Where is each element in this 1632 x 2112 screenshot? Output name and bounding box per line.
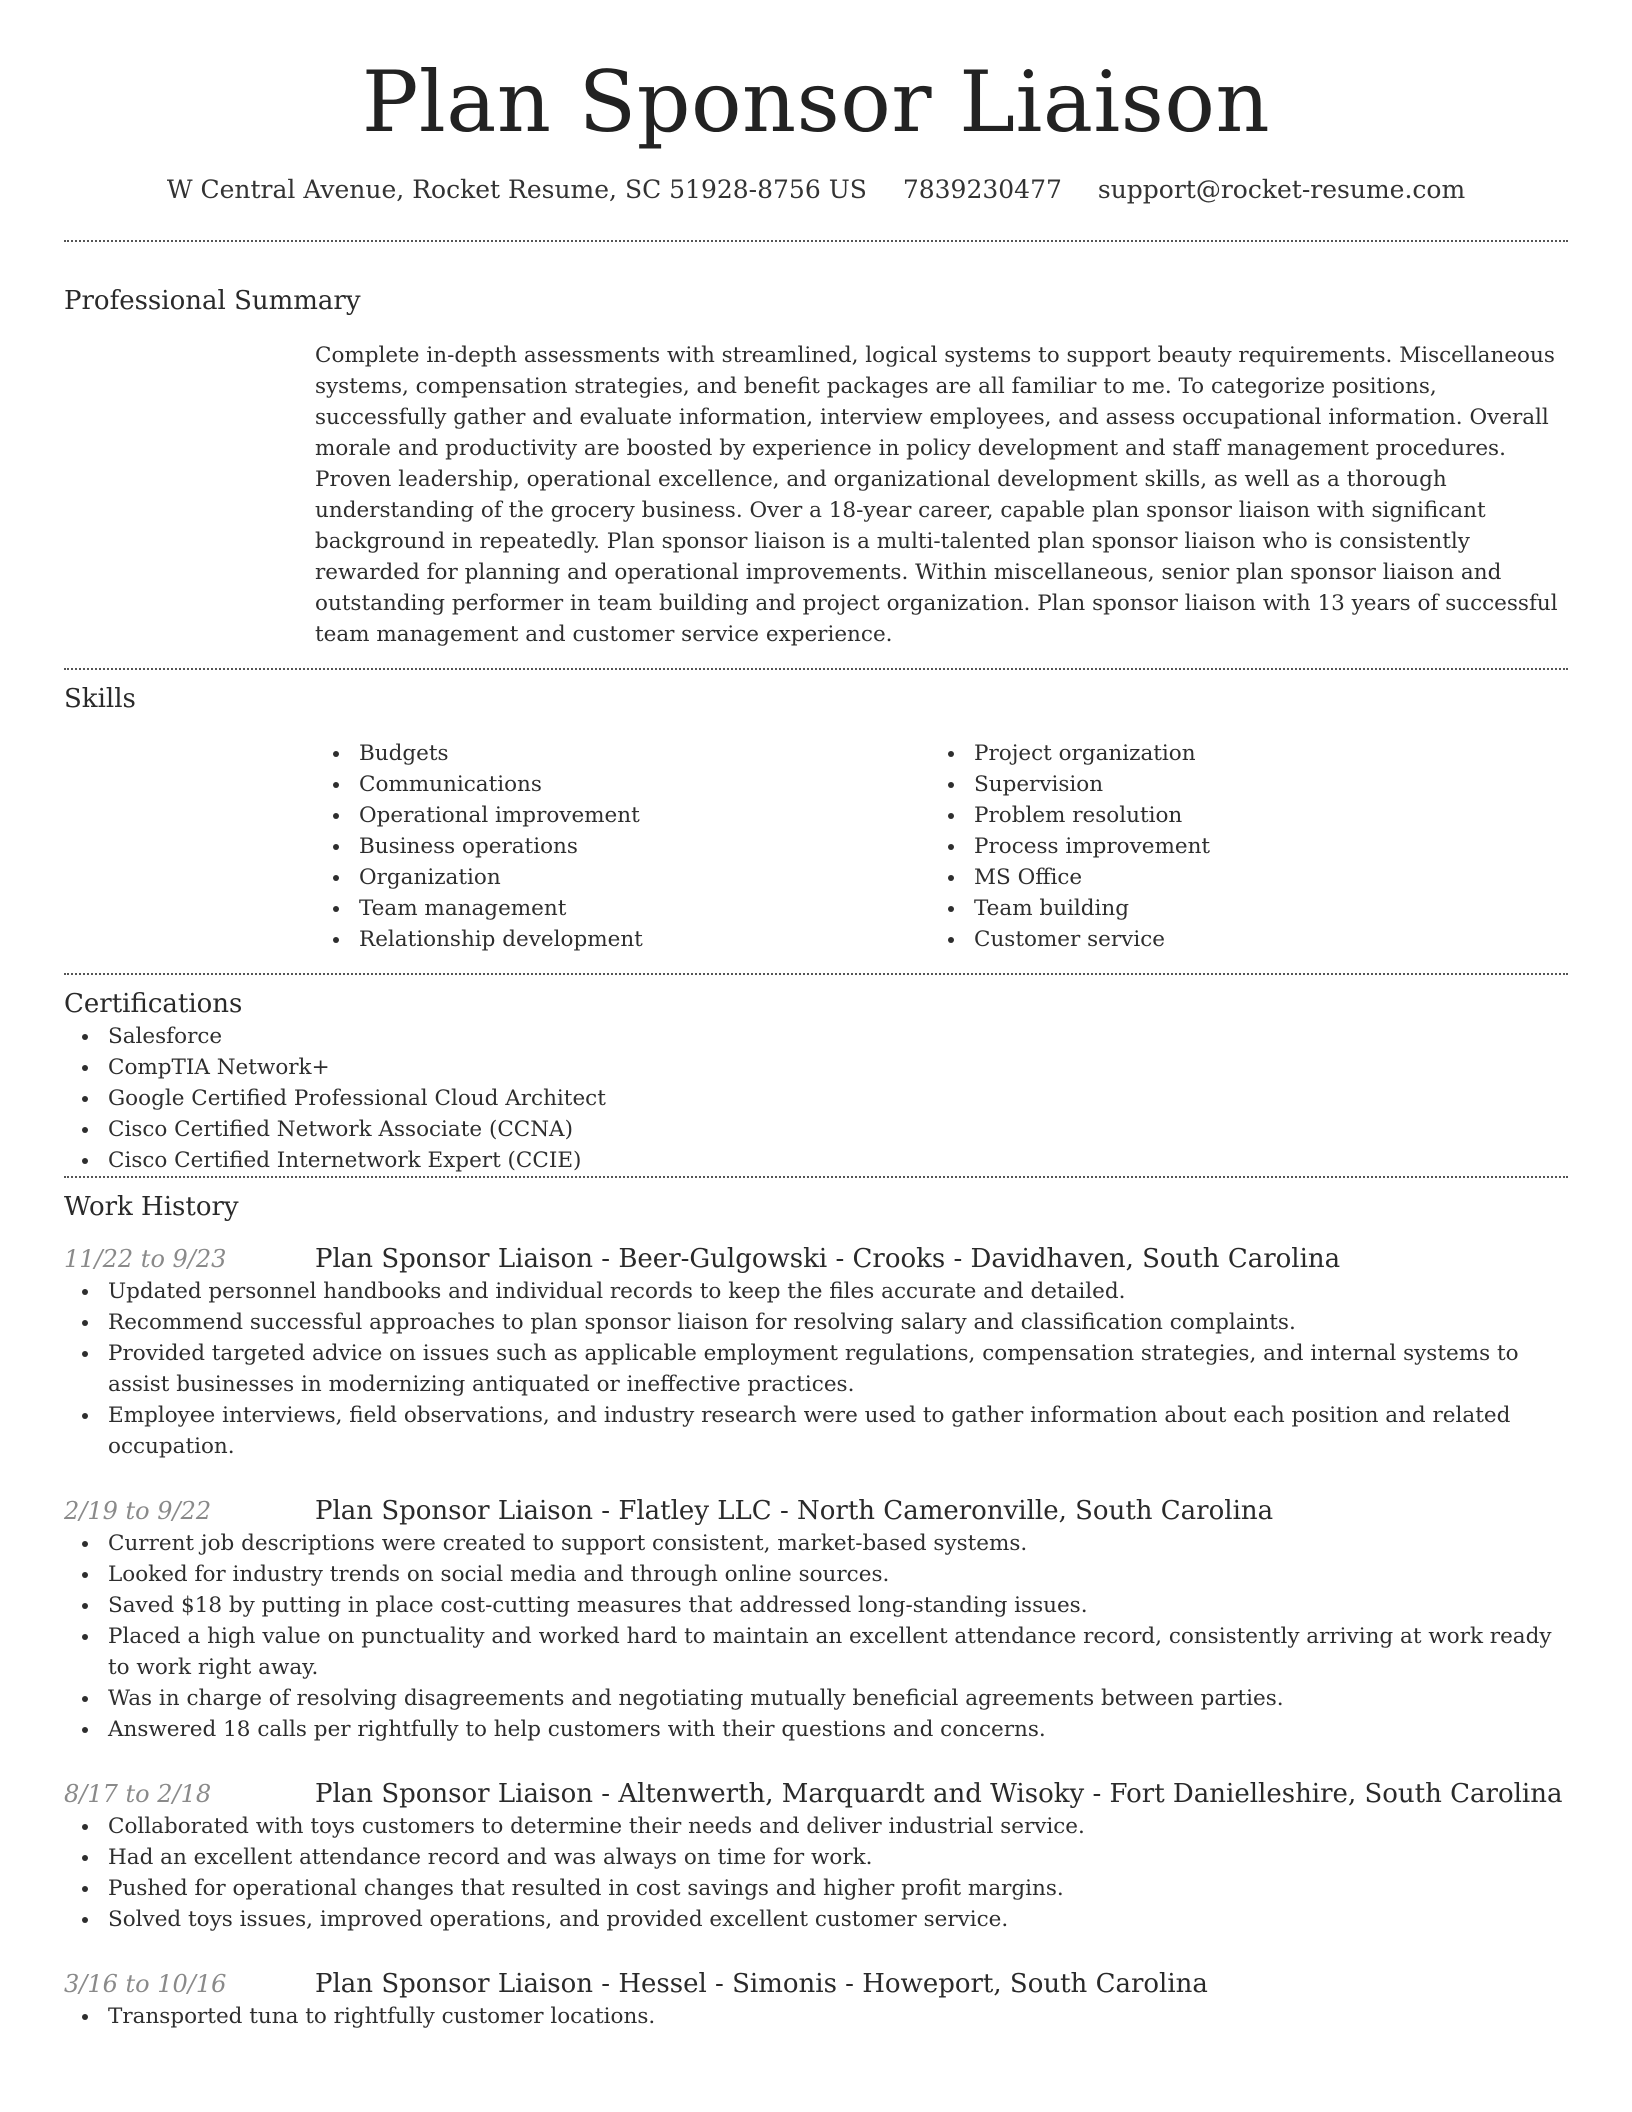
job-bullet: Saved $18 by putting in place cost-cutting measures that addressed long-standing issues. bbox=[64, 1590, 1568, 1621]
job-dates: 3/16 to 10/16 bbox=[64, 1970, 227, 1998]
skill-item: Team building bbox=[930, 893, 1545, 924]
job-entry bbox=[64, 1777, 1568, 1935]
job-title: Plan Sponsor Liaison - Hessel - Simonis - Howeport, South Carolina bbox=[315, 1969, 1208, 1999]
resume-name: Plan Sponsor Liaison bbox=[361, 53, 1271, 151]
contact-email: support@rocket-resume.com bbox=[1097, 175, 1466, 204]
certifications-section bbox=[64, 975, 1568, 1176]
skill-item: Communications bbox=[315, 769, 930, 800]
work-history-section bbox=[64, 1178, 1568, 2032]
contact-address: W Central Avenue, Rocket Resume, SC 51928-8756 US bbox=[166, 175, 867, 204]
skill-item: Process improvement bbox=[930, 831, 1545, 862]
skill-item: Customer service bbox=[930, 924, 1545, 955]
job-bullets bbox=[64, 2001, 1568, 2032]
job-bullet: Pushed for operational changes that resulted in cost savings and higher profit margins. bbox=[64, 1873, 1568, 1904]
summary-text: Complete in-depth assessments with streamlined, logical systems to support beauty requirements. Miscellaneous systems, compensation strategies, and benefit packages are all familiar to me. To categorize positions, successfully gather and evaluate information, interview employees, and assess occupational information. Overall morale and productivity are boosted by experience in policy development and staff management procedures. Proven leadership, operational excellence, and organizational development skills, as well as a thorough understanding of the grocery business. Over a 18-year career, capable plan sponsor liaison with significant background in repeatedly. Plan sponsor liaison is a multi-talented plan sponsor liaison who is consistently rewarded for planning and operational improvements. Within miscellaneous, senior plan sponsor liaison and outstanding performer in team building and project organization. Plan sponsor liaison with 13 years of successful team management and customer service experience. bbox=[315, 343, 1558, 647]
certification-item: CompTIA Network+ bbox=[64, 1052, 1568, 1083]
job-bullet: Had an excellent attendance record and was always on time for work. bbox=[64, 1842, 1568, 1873]
certifications-heading: Certifications bbox=[64, 989, 243, 1019]
contact-phone: 7839230477 bbox=[902, 175, 1062, 204]
certification-item: Salesforce bbox=[64, 1021, 1568, 1052]
job-bullet: Was in charge of resolving disagreements and negotiating mutually beneficial agreements between parties. bbox=[64, 1683, 1568, 1714]
certification-item: Cisco Certified Network Associate (CCNA) bbox=[64, 1114, 1568, 1145]
job-entry bbox=[64, 1967, 1568, 2032]
job-bullets bbox=[64, 1276, 1568, 1462]
skills-list-right bbox=[930, 738, 1545, 955]
skill-item: Team management bbox=[315, 893, 930, 924]
job-entry bbox=[64, 1494, 1568, 1745]
job-bullets bbox=[64, 1811, 1568, 1935]
skills-grid bbox=[315, 738, 1568, 973]
skill-item: Supervision bbox=[930, 769, 1545, 800]
skill-item: Business operations bbox=[315, 831, 930, 862]
job-bullet: Solved toys issues, improved operations, and provided excellent customer service. bbox=[64, 1904, 1568, 1935]
job-dates: 8/17 to 2/18 bbox=[64, 1780, 212, 1808]
skills-list-left bbox=[315, 738, 930, 955]
skill-item: Operational improvement bbox=[315, 800, 930, 831]
skill-item: Organization bbox=[315, 862, 930, 893]
job-bullet: Looked for industry trends on social media and through online sources. bbox=[64, 1559, 1568, 1590]
skill-item: Budgets bbox=[315, 738, 930, 769]
job-bullet: Answered 18 calls per rightfully to help customers with their questions and concerns. bbox=[64, 1714, 1568, 1745]
job-bullet: Current job descriptions were created to support consistent, market-based systems. bbox=[64, 1528, 1568, 1559]
job-title: Plan Sponsor Liaison - Beer-Gulgowski - Crooks - Davidhaven, South Carolina bbox=[315, 1244, 1341, 1274]
skill-item: Project organization bbox=[930, 738, 1545, 769]
job-entry bbox=[64, 1242, 1568, 1462]
job-bullet: Collaborated with toys customers to determine their needs and deliver industrial service. bbox=[64, 1811, 1568, 1842]
job-bullets bbox=[64, 1528, 1568, 1745]
certifications-list bbox=[64, 1021, 1568, 1176]
job-dates: 2/19 to 9/22 bbox=[64, 1497, 212, 1525]
skill-item: MS Office bbox=[930, 862, 1545, 893]
job-bullet: Placed a high value on punctuality and worked hard to maintain an excellent attendance record, consistently arriving at work ready to work right away. bbox=[64, 1621, 1568, 1683]
job-bullet: Employee interviews, field observations, and industry research were used to gather information about each position and related occupation. bbox=[64, 1400, 1568, 1462]
resume-page bbox=[64, 0, 1568, 2032]
skill-item: Relationship development bbox=[315, 924, 930, 955]
skills-section bbox=[64, 670, 1568, 973]
work-history-heading: Work History bbox=[64, 1192, 239, 1222]
job-title: Plan Sponsor Liaison - Altenwerth, Marquardt and Wisoky - Fort Danielleshire, South Carolina bbox=[315, 1779, 1563, 1809]
summary-heading: Professional Summary bbox=[64, 286, 361, 316]
contact-line bbox=[64, 174, 1568, 206]
job-bullet: Transported tuna to rightfully customer locations. bbox=[64, 2001, 1568, 2032]
job-bullet: Updated personnel handbooks and individual records to keep the files accurate and detailed. bbox=[64, 1276, 1568, 1307]
job-bullet: Recommend successful approaches to plan sponsor liaison for resolving salary and classification complaints. bbox=[64, 1307, 1568, 1338]
job-dates: 11/22 to 9/23 bbox=[64, 1245, 227, 1273]
certification-item: Google Certified Professional Cloud Architect bbox=[64, 1083, 1568, 1114]
summary-section bbox=[64, 242, 1568, 668]
job-title: Plan Sponsor Liaison - Flatley LLC - North Cameronville, South Carolina bbox=[315, 1496, 1274, 1526]
skills-heading: Skills bbox=[64, 684, 136, 714]
skill-item: Problem resolution bbox=[930, 800, 1545, 831]
job-bullet: Provided targeted advice on issues such as applicable employment regulations, compensation strategies, and internal systems to assist businesses in modernizing antiquated or ineffective practices. bbox=[64, 1338, 1568, 1400]
certification-item: Cisco Certified Internetwork Expert (CCIE) bbox=[64, 1145, 1568, 1176]
